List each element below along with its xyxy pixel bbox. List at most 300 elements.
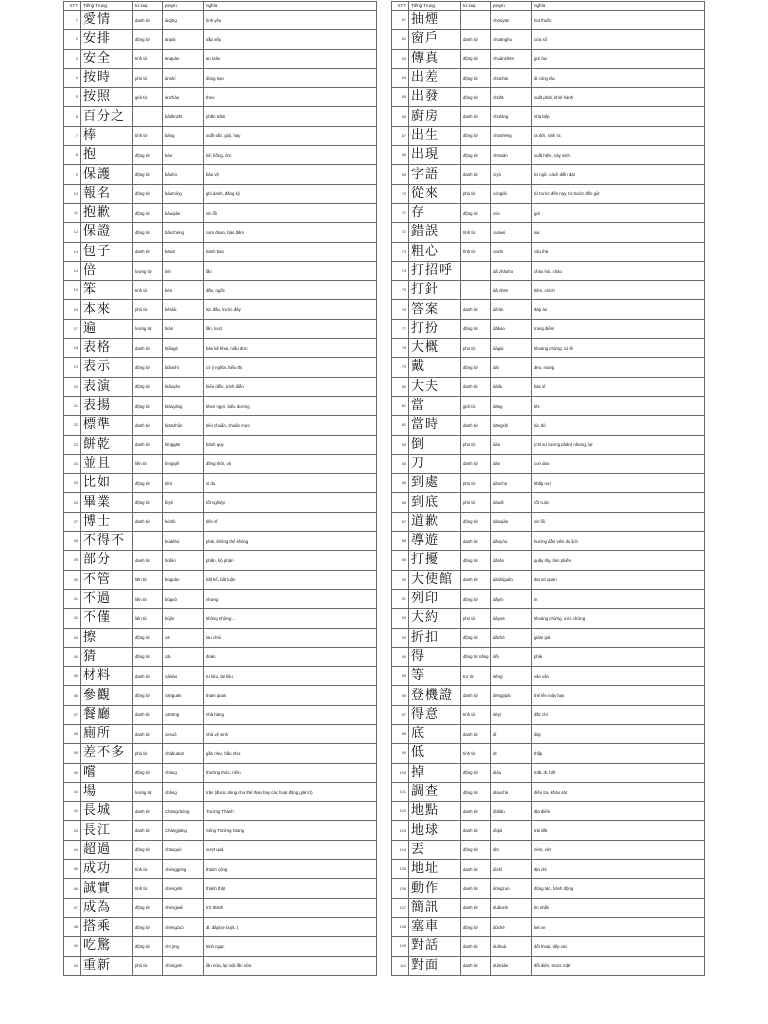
table-row	[392, 532, 705, 551]
meaning: địa chỉ	[532, 860, 705, 879]
meaning: mất, đi, hết	[532, 763, 705, 782]
table-row	[392, 782, 705, 801]
meaning: phải, không thể không	[204, 532, 377, 551]
chinese-word: 到處	[409, 474, 461, 493]
pinyin: cā	[163, 628, 204, 647]
pinyin: biāozhǔn	[163, 416, 204, 435]
meaning: tư liệu, tài liệu	[204, 667, 377, 686]
row-number: 109	[392, 937, 409, 956]
table-row	[392, 667, 705, 686]
row-number: 86	[392, 493, 409, 512]
word-type: động từ	[133, 840, 163, 859]
header-stt: STT	[392, 2, 409, 11]
chinese-word: 打扮	[409, 319, 461, 338]
row-number: 44	[64, 840, 81, 859]
word-type: danh từ	[133, 724, 163, 743]
chinese-word: 報名	[81, 184, 133, 203]
chinese-word: 大使館	[409, 570, 461, 589]
pinyin: biǎoyáng	[163, 396, 204, 415]
pinyin: cūxīn	[491, 242, 532, 261]
word-type: động từ	[133, 184, 163, 203]
chinese-word: 掉	[409, 763, 461, 782]
chinese-word: 棒	[81, 126, 133, 145]
word-type: động từ	[133, 898, 163, 917]
table-row	[64, 956, 377, 975]
pinyin: bàomíng	[163, 184, 204, 203]
row-number: 45	[64, 860, 81, 879]
row-number: 87	[392, 512, 409, 531]
table-row	[392, 609, 705, 628]
header-pinyin: pinyin	[491, 2, 532, 11]
row-number: 50	[64, 956, 81, 975]
table-row	[392, 493, 705, 512]
pinyin: dǐ	[491, 724, 532, 743]
pinyin: bùfèn	[163, 551, 204, 570]
word-type: danh từ	[461, 570, 491, 589]
row-number: 26	[64, 493, 81, 512]
meaning: thành thật	[204, 879, 377, 898]
meaning: đúng hạn	[204, 68, 377, 87]
row-number: 39	[64, 744, 81, 763]
row-number: 79	[392, 358, 409, 377]
word-type	[133, 107, 163, 126]
chinese-word: 丟	[409, 840, 461, 859]
meaning: (chỉ sự tương phản) nhưng, lại	[532, 435, 705, 454]
vocab-table-left-body	[64, 11, 377, 976]
chinese-word: 答案	[409, 300, 461, 319]
table-row	[392, 300, 705, 319]
table-row	[64, 937, 377, 956]
pinyin: bǐrú	[163, 474, 204, 493]
row-number: 62	[392, 30, 409, 49]
table-row	[64, 512, 377, 531]
row-number: 4	[64, 68, 81, 87]
row-number: 17	[64, 319, 81, 338]
table-row	[64, 126, 377, 145]
word-type: động từ	[133, 358, 163, 377]
row-number: 103	[392, 821, 409, 840]
word-type: động từ	[461, 88, 491, 107]
chinese-word: 參觀	[81, 686, 133, 705]
meaning: đáy	[532, 724, 705, 743]
chinese-word: 大概	[409, 339, 461, 358]
word-type: danh từ	[461, 724, 491, 743]
row-number: 83	[392, 435, 409, 454]
table-row	[64, 416, 377, 435]
chinese-word: 錯誤	[409, 223, 461, 242]
pinyin: búguò	[163, 589, 204, 608]
chinese-word: 傳真	[409, 49, 461, 68]
table-row	[392, 840, 705, 859]
meaning: hướng dẫn viên du lịch	[532, 532, 705, 551]
word-type: danh từ	[461, 686, 491, 705]
pinyin: bìngqiě	[163, 454, 204, 473]
meaning: đeo, mang	[532, 358, 705, 377]
chinese-word: 長城	[81, 802, 133, 821]
meaning: kinh ngạc	[204, 937, 377, 956]
table-row	[64, 898, 377, 917]
pinyin: chuánzhēn	[491, 49, 532, 68]
meaning: sắp xếp	[204, 30, 377, 49]
meaning: hút thuốc	[532, 11, 705, 30]
word-type: liên từ	[133, 570, 163, 589]
chinese-word: 比如	[81, 474, 133, 493]
row-number: 85	[392, 474, 409, 493]
word-type: lượng từ	[133, 319, 163, 338]
pinyin: dǎoyóu	[491, 532, 532, 551]
pinyin: chéngwéi	[163, 898, 204, 917]
meaning: trở thành	[204, 898, 377, 917]
row-number: 24	[64, 454, 81, 473]
pinyin: ànshí	[163, 68, 204, 87]
chinese-word: 道歉	[409, 512, 461, 531]
row-number: 67	[392, 126, 409, 145]
table-row	[392, 146, 705, 165]
chinese-word: 打招呼	[409, 261, 461, 280]
word-type: động từ	[461, 126, 491, 145]
word-type	[461, 261, 491, 280]
chinese-word: 保證	[81, 223, 133, 242]
meaning: khen ngợi, biểu dương	[204, 396, 377, 415]
chinese-word: 抱歉	[81, 203, 133, 222]
row-number: 27	[64, 512, 81, 531]
pinyin: cún	[491, 203, 532, 222]
pinyin: biǎoyǎn	[163, 377, 204, 396]
meaning: kẹt xe	[532, 917, 705, 936]
table-row	[64, 223, 377, 242]
meaning: chào hỏi, chào	[532, 261, 705, 280]
chinese-word: 出發	[409, 88, 461, 107]
header-word: Tiếng Trung	[409, 2, 461, 11]
word-type: danh từ	[133, 821, 163, 840]
meaning: khoảng chừng, ước chừng	[532, 609, 705, 628]
table-row	[64, 184, 377, 203]
pinyin: duǎnxìn	[491, 898, 532, 917]
word-type: danh từ	[461, 454, 491, 473]
row-number: 40	[64, 763, 81, 782]
meaning: đi, đáp(xe buýt..)	[204, 917, 377, 936]
meaning: bánh bao	[204, 242, 377, 261]
pinyin: dǎban	[491, 319, 532, 338]
row-number: 91	[392, 589, 409, 608]
meaning: địa điểm	[532, 802, 705, 821]
word-type: phó từ	[461, 609, 491, 628]
table-row	[392, 937, 705, 956]
row-number: 20	[64, 377, 81, 396]
row-number: 2	[64, 30, 81, 49]
row-number: 90	[392, 570, 409, 589]
word-type: giới từ	[133, 88, 163, 107]
table-row	[392, 917, 705, 936]
table-row	[64, 165, 377, 184]
row-number: 5	[64, 88, 81, 107]
row-number: 23	[64, 435, 81, 454]
row-number: 102	[392, 802, 409, 821]
pinyin: bāozi	[163, 242, 204, 261]
meaning: gửi fax	[532, 49, 705, 68]
table-row	[392, 107, 705, 126]
pinyin: dǔchē	[491, 917, 532, 936]
row-number: 82	[392, 416, 409, 435]
row-number: 19	[64, 358, 81, 377]
pinyin: dài	[491, 358, 532, 377]
row-number: 37	[64, 705, 81, 724]
meaning: đần, ngốc	[204, 281, 377, 300]
row-number: 14	[64, 261, 81, 280]
word-type: động từ	[133, 165, 163, 184]
row-number: 110	[392, 956, 409, 975]
chinese-word: 打擾	[409, 551, 461, 570]
word-type: danh từ	[133, 11, 163, 30]
meaning: từ trước đến nay, từ trước đến giờ	[532, 184, 705, 203]
table-row	[64, 532, 377, 551]
table-row	[64, 763, 377, 782]
header-stt: STT	[64, 2, 81, 11]
word-type	[461, 11, 491, 30]
word-type: động từ	[133, 628, 163, 647]
chinese-word: 表揚	[81, 396, 133, 415]
table-row	[392, 551, 705, 570]
table-row	[392, 898, 705, 917]
word-type: động từ	[461, 763, 491, 782]
pinyin: ānpái	[163, 30, 204, 49]
meaning: quấy rầy, làm phiền	[532, 551, 705, 570]
pinyin: dāngshí	[491, 416, 532, 435]
vocab-table-right-body	[392, 11, 705, 976]
chinese-word: 標準	[81, 416, 133, 435]
word-type: động từ	[461, 840, 491, 859]
chinese-word: 大夫	[409, 377, 461, 396]
chinese-word: 愛情	[81, 11, 133, 30]
chinese-word: 不管	[81, 570, 133, 589]
row-number: 1	[64, 11, 81, 30]
word-type: động từ	[133, 223, 163, 242]
meaning: vân vân	[532, 667, 705, 686]
pinyin: ānquán	[163, 49, 204, 68]
word-type: tính từ	[461, 705, 491, 724]
meaning: tiêu chuẩn, chuẩn mực	[204, 416, 377, 435]
pinyin: bùjǐn	[163, 609, 204, 628]
pinyin: cháng	[163, 763, 204, 782]
row-number: 64	[392, 68, 409, 87]
table-row	[392, 377, 705, 396]
row-number: 65	[392, 88, 409, 107]
chinese-word: 抱	[81, 146, 133, 165]
chinese-word: 搭乘	[81, 917, 133, 936]
chinese-word: 表演	[81, 377, 133, 396]
word-type: động từ	[461, 551, 491, 570]
row-number: 29	[64, 551, 81, 570]
chinese-word: 大約	[409, 609, 461, 628]
word-type: động từ	[461, 358, 491, 377]
chinese-word: 畢業	[81, 493, 133, 512]
table-row	[64, 68, 377, 87]
meaning: xuất phát, khởi hành	[532, 88, 705, 107]
pinyin: chuānghu	[491, 30, 532, 49]
row-number: 22	[64, 416, 81, 435]
pinyin: cíyǔ	[491, 165, 532, 184]
pinyin: děng	[491, 667, 532, 686]
chinese-word: 超過	[81, 840, 133, 859]
pinyin: bèn	[163, 281, 204, 300]
row-number: 36	[64, 686, 81, 705]
table-row	[64, 396, 377, 415]
pinyin: chǎng	[163, 782, 204, 801]
table-row	[64, 377, 377, 396]
chinese-word: 戴	[409, 358, 461, 377]
row-number: 43	[64, 821, 81, 840]
meaning: an toàn	[204, 49, 377, 68]
row-number: 76	[392, 300, 409, 319]
table-row	[392, 454, 705, 473]
word-type: liên từ	[133, 609, 163, 628]
chinese-word: 塞車	[409, 917, 461, 936]
word-type: động từ	[133, 686, 163, 705]
meaning: rốt cuộc	[532, 493, 705, 512]
header-word: Tiếng Trung	[81, 2, 133, 11]
chinese-word: 長江	[81, 821, 133, 840]
table-row	[64, 647, 377, 666]
meaning: thành công	[204, 860, 377, 879]
pinyin: dá'àn	[491, 300, 532, 319]
chinese-word: 按照	[81, 88, 133, 107]
meaning: bế, bồng, ôm	[204, 146, 377, 165]
chinese-word: 嚐	[81, 763, 133, 782]
pinyin: dàochù	[491, 474, 532, 493]
meaning: lúc đầu, trước đây	[204, 300, 377, 319]
pinyin: bǎohù	[163, 165, 204, 184]
word-type: tính từ	[133, 879, 163, 898]
meaning: phần, bộ phận	[204, 551, 377, 570]
word-type: danh từ	[133, 435, 163, 454]
table-row	[64, 821, 377, 840]
word-type	[133, 532, 163, 551]
table-row	[64, 744, 377, 763]
meaning: phải	[532, 647, 705, 666]
row-number: 21	[64, 396, 81, 415]
row-number: 101	[392, 782, 409, 801]
table-row	[64, 435, 377, 454]
chinese-word: 成為	[81, 898, 133, 917]
word-type: danh từ	[133, 339, 163, 358]
table-row	[392, 589, 705, 608]
meaning: không những…	[204, 609, 377, 628]
row-number: 77	[392, 319, 409, 338]
pinyin: dìdiǎn	[491, 802, 532, 821]
chinese-word: 得	[409, 647, 461, 666]
chinese-word: 吃驚	[81, 937, 133, 956]
word-type: tính từ	[133, 281, 163, 300]
row-number: 25	[64, 474, 81, 493]
meaning: ghi danh, đăng ký	[204, 184, 377, 203]
table-row	[392, 11, 705, 30]
table-row	[64, 88, 377, 107]
meaning: đi công tác	[532, 68, 705, 87]
chinese-word: 刀	[409, 454, 461, 473]
table-row	[392, 416, 705, 435]
meaning: cẩu thả	[532, 242, 705, 261]
pinyin: bàng	[163, 126, 204, 145]
header-meaning: nghĩa	[532, 2, 705, 11]
meaning: động tác, hành động	[532, 879, 705, 898]
word-type: tính từ	[461, 744, 491, 763]
pinyin: bào	[163, 146, 204, 165]
pinyin: chóngxīn	[163, 956, 204, 975]
word-type: động từ	[461, 589, 491, 608]
chinese-word: 笨	[81, 281, 133, 300]
word-type: danh từ	[461, 165, 491, 184]
word-type: danh từ	[133, 705, 163, 724]
table-row	[392, 165, 705, 184]
meaning: lần, lượt	[204, 319, 377, 338]
pinyin: dǎyìn	[491, 589, 532, 608]
meaning: ra đời, sinh ra	[532, 126, 705, 145]
chinese-word: 倒	[409, 435, 461, 454]
row-number: 15	[64, 281, 81, 300]
table-row	[392, 242, 705, 261]
table-row	[392, 705, 705, 724]
word-type: động từ	[133, 763, 163, 782]
meaning: xuất hiện, nảy sinh	[532, 146, 705, 165]
word-type: phó từ	[133, 744, 163, 763]
pinyin: dàshǐguǎn	[491, 570, 532, 589]
chinese-word: 安排	[81, 30, 133, 49]
table-row	[64, 917, 377, 936]
meaning: tiêm, chích	[532, 281, 705, 300]
table-row	[64, 782, 377, 801]
pinyin: chūxiàn	[491, 146, 532, 165]
chinese-word: 導遊	[409, 532, 461, 551]
row-number: 8	[64, 146, 81, 165]
meaning: bất kể, bất luận	[204, 570, 377, 589]
chinese-word: 窗戶	[409, 30, 461, 49]
meaning: in	[532, 589, 705, 608]
row-number: 84	[392, 454, 409, 473]
chinese-word: 包子	[81, 242, 133, 261]
table-row	[392, 956, 705, 975]
table-row	[64, 667, 377, 686]
chinese-word: 登機證	[409, 686, 461, 705]
pinyin: diàochá	[491, 782, 532, 801]
chinese-word: 字語	[409, 165, 461, 184]
pinyin: dī	[491, 744, 532, 763]
table-row	[392, 724, 705, 743]
meaning: xin lỗi	[204, 203, 377, 222]
row-number: 78	[392, 339, 409, 358]
table-row	[392, 802, 705, 821]
chinese-word: 對話	[409, 937, 461, 956]
table-row	[392, 339, 705, 358]
row-number: 69	[392, 165, 409, 184]
word-type: danh từ	[461, 879, 491, 898]
pinyin: Chángjiāng	[163, 821, 204, 840]
chinese-word: 存	[409, 203, 461, 222]
row-number: 33	[64, 628, 81, 647]
table-header-row	[392, 2, 705, 11]
meaning: Sông Trường Giang	[204, 821, 377, 840]
pinyin: bùdébù	[163, 532, 204, 551]
table-row	[64, 879, 377, 898]
table-row	[392, 860, 705, 879]
table-row	[64, 570, 377, 589]
word-type: danh từ	[461, 532, 491, 551]
pinyin: dǎ zhāohu	[491, 261, 532, 280]
table-row	[392, 686, 705, 705]
word-type: động từ	[461, 782, 491, 801]
row-number: 75	[392, 281, 409, 300]
meaning: sai	[532, 223, 705, 242]
word-type: phó từ	[461, 184, 491, 203]
